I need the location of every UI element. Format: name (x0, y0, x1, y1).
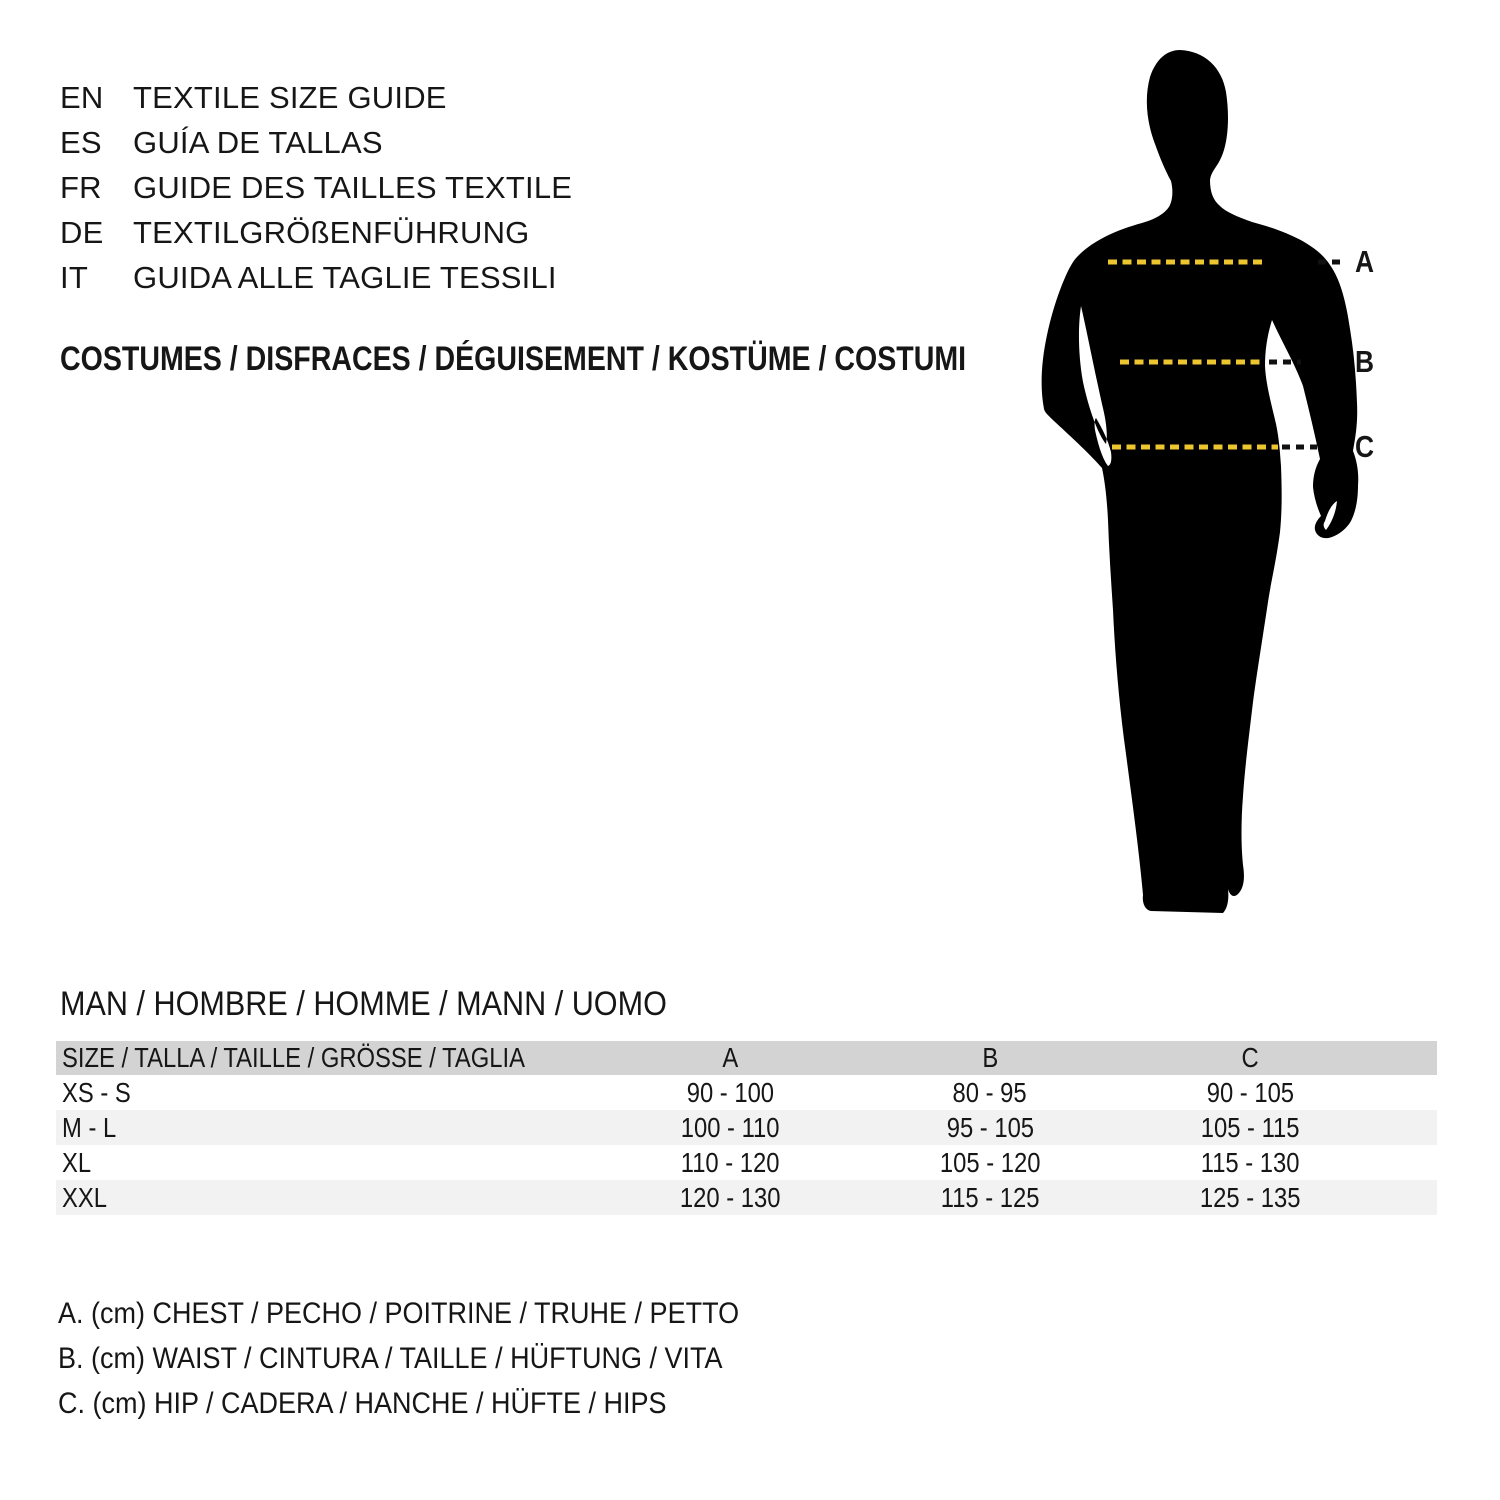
chest-range: 100 - 110 (680, 1111, 780, 1143)
size-cell: XL (62, 1146, 92, 1178)
lang-title: GUIDE DES TAILLES TEXTILE (133, 169, 573, 205)
chest-range: 90 - 100 (686, 1076, 774, 1108)
header-col-c: C (1241, 1042, 1259, 1073)
size-cell: XS - S (62, 1076, 131, 1108)
category-line (60, 340, 1139, 378)
legend-hip: C. (cm) HIP / CADERA / HANCHE / HÜFTE / HIPS (58, 1386, 667, 1420)
man-silhouette-path (1042, 50, 1359, 913)
table-row-xxl (56, 1180, 1437, 1215)
size-cell: XXL (62, 1181, 107, 1213)
measurement-figure (1020, 20, 1480, 960)
lang-row-fr (60, 165, 572, 210)
waist-range: 95 - 105 (946, 1111, 1034, 1143)
legend-chest: A. (cm) CHEST / PECHO / POITRINE / TRUHE / PETTO (58, 1296, 740, 1330)
waist-range: 105 - 120 (939, 1146, 1041, 1178)
lang-code: ES (60, 124, 102, 160)
hip-range: 125 - 135 (1199, 1181, 1301, 1213)
lang-title: GUÍA DE TALLAS (133, 124, 383, 160)
legend-waist: B. (cm) WAIST / CINTURA / TAILLE / HÜFTUNG / VITA (58, 1341, 723, 1375)
hip-range: 105 - 115 (1200, 1111, 1300, 1143)
header-size-label: SIZE / TALLA / TAILLE / GRÖSSE / TAGLIA (62, 1042, 525, 1073)
waist-range: 80 - 95 (952, 1076, 1028, 1108)
table-row-m-l (56, 1110, 1437, 1145)
lang-row-es (60, 120, 572, 165)
size-cell: M - L (62, 1111, 117, 1143)
header-col-a: A (722, 1042, 738, 1073)
hip-range: 115 - 130 (1200, 1146, 1300, 1178)
measure-label-waist: B (1355, 344, 1375, 379)
hip-range: 90 - 105 (1206, 1076, 1294, 1108)
lang-row-en (60, 75, 572, 120)
lang-row-it (60, 255, 572, 300)
section-title (60, 986, 734, 1022)
lang-code: EN (60, 79, 104, 115)
lang-code: IT (60, 259, 88, 295)
lang-code: DE (60, 214, 104, 250)
man-silhouette (1020, 20, 1480, 960)
measurement-legend (58, 1291, 815, 1426)
lang-title: TEXTILGRÖßENFÜHRUNG (133, 214, 530, 250)
table-row-xs-s (56, 1075, 1437, 1110)
measure-label-hip: C (1355, 429, 1375, 464)
table-row-xl (56, 1145, 1437, 1180)
lang-title: GUIDA ALLE TAGLIE TESSILI (133, 259, 557, 295)
chest-range: 110 - 120 (680, 1146, 780, 1178)
lang-title: TEXTILE SIZE GUIDE (133, 79, 447, 115)
measure-label-chest: A (1355, 244, 1375, 279)
category-text: COSTUMES / DISFRACES / DÉGUISEMENT / KOSTÜME / COSTUMI (60, 340, 967, 378)
size-table-header-row (56, 1041, 1437, 1075)
waist-range: 115 - 125 (940, 1181, 1040, 1213)
language-title-list (60, 75, 572, 300)
lang-code: FR (60, 169, 102, 205)
header-col-b: B (982, 1042, 998, 1073)
lang-row-de (60, 210, 572, 255)
size-table (56, 1041, 1437, 1215)
section-title-text: MAN / HOMBRE / HOMME / MANN / UOMO (60, 985, 667, 1023)
chest-range: 120 - 130 (679, 1181, 781, 1213)
